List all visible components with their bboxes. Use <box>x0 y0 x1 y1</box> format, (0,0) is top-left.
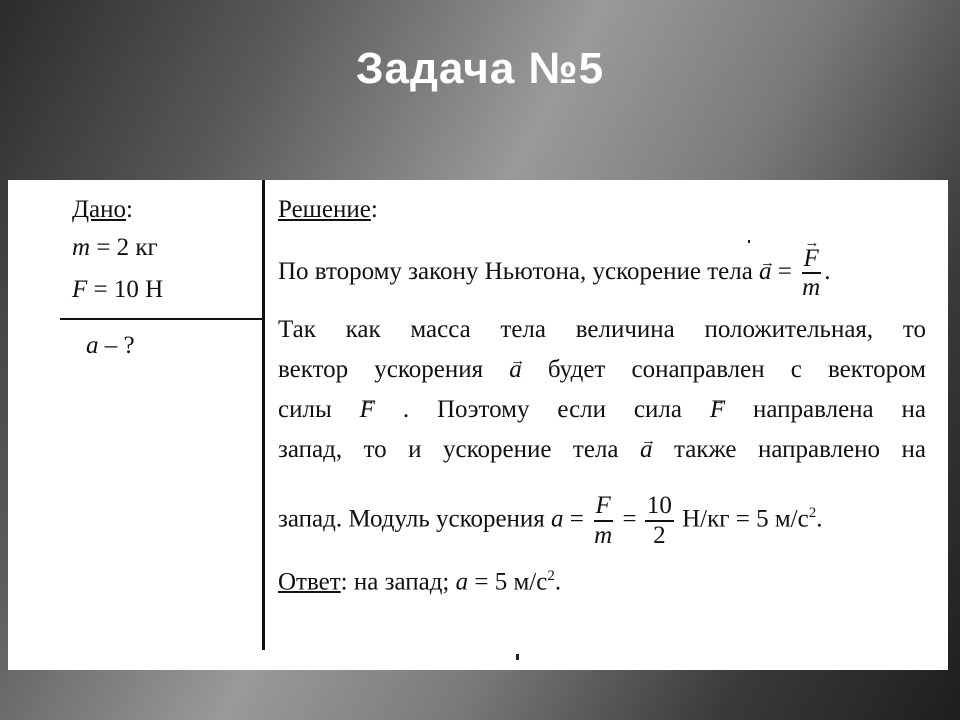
given-heading: Дано <box>72 196 127 223</box>
given-colon: : <box>126 196 133 223</box>
solution-line-1 <box>278 234 926 310</box>
l5-sym: → a <box>640 430 653 470</box>
l4-c: направлена на <box>753 396 927 423</box>
answer-label: Ответ <box>278 568 341 596</box>
ask-symbol: a <box>86 332 99 359</box>
l1-num: → F <box>804 245 819 273</box>
vertical-divider <box>262 180 265 650</box>
given-force <box>72 270 257 312</box>
solution-heading: Решение <box>278 196 371 223</box>
l6-num2: 10 <box>645 492 674 522</box>
l3-sym: → a <box>509 350 522 390</box>
l6-b: Н/кг = 5 м/с <box>675 505 809 533</box>
l5-a: запад, то и ускорение тела <box>278 436 640 463</box>
solution-line-2: Так как масса тела величина положительная, то <box>278 316 926 343</box>
l6-a: запад. Модуль ускорения <box>278 505 552 533</box>
accel-vector: → a <box>759 234 772 310</box>
l3-a: вектор ускорения <box>278 356 510 383</box>
solution-section <box>278 190 926 596</box>
slide-title: Задача №5 <box>355 44 605 93</box>
scan-speck-2 <box>748 240 750 243</box>
mass-symbol: m <box>72 234 91 261</box>
l6-den2: 2 <box>653 521 666 549</box>
force-symbol: F <box>72 276 88 303</box>
answer-colon: : <box>340 568 348 596</box>
answer-sym: a <box>455 568 469 596</box>
l4-sym1: → F <box>360 390 375 430</box>
l6-num1: F <box>594 492 613 522</box>
numeric-fraction <box>645 492 674 549</box>
modulus-fraction <box>592 492 614 549</box>
l6-den1: m <box>594 521 613 549</box>
l1-text: По второму закону Ньютона, ускорение тела <box>278 258 760 285</box>
given-section <box>72 190 257 312</box>
l1-den: m <box>802 274 821 302</box>
problem-sheet <box>8 180 948 670</box>
scan-speck <box>516 654 519 660</box>
mass-value: = 2 кг <box>90 234 158 261</box>
l6-lhs: a <box>551 505 564 533</box>
force-value: = 10 Н <box>87 276 164 303</box>
l6-eq1: = <box>563 505 591 533</box>
answer-end: . <box>554 568 562 596</box>
newton-fraction <box>800 245 822 302</box>
l4-a: силы <box>278 396 360 423</box>
answer-line <box>278 556 926 596</box>
answer-a: на запад; <box>347 568 456 596</box>
ask-text: – ? <box>98 332 135 359</box>
given-mass <box>72 228 257 270</box>
solution-line-5 <box>278 430 926 470</box>
l6-eq2: = <box>616 505 643 533</box>
solution-line-6 <box>278 470 926 556</box>
answer-b: = 5 м/с <box>468 568 548 596</box>
answer-sup: 2 <box>547 568 555 584</box>
unknown-quantity <box>86 328 135 364</box>
l4-sym2: → F <box>710 390 725 430</box>
l1-eq: = <box>771 258 799 285</box>
given-divider <box>60 318 262 320</box>
l5-b: также направлено на <box>673 436 926 463</box>
l4-b: . Поэтому если сила <box>402 396 710 423</box>
solution-line-4 <box>278 390 926 430</box>
l6-end: . <box>816 505 823 533</box>
l3-b: будет сонаправлен с вектором <box>547 356 926 383</box>
l6-sup: 2 <box>808 505 817 521</box>
l1-end: . <box>824 258 831 285</box>
solution-colon: : <box>370 196 378 223</box>
